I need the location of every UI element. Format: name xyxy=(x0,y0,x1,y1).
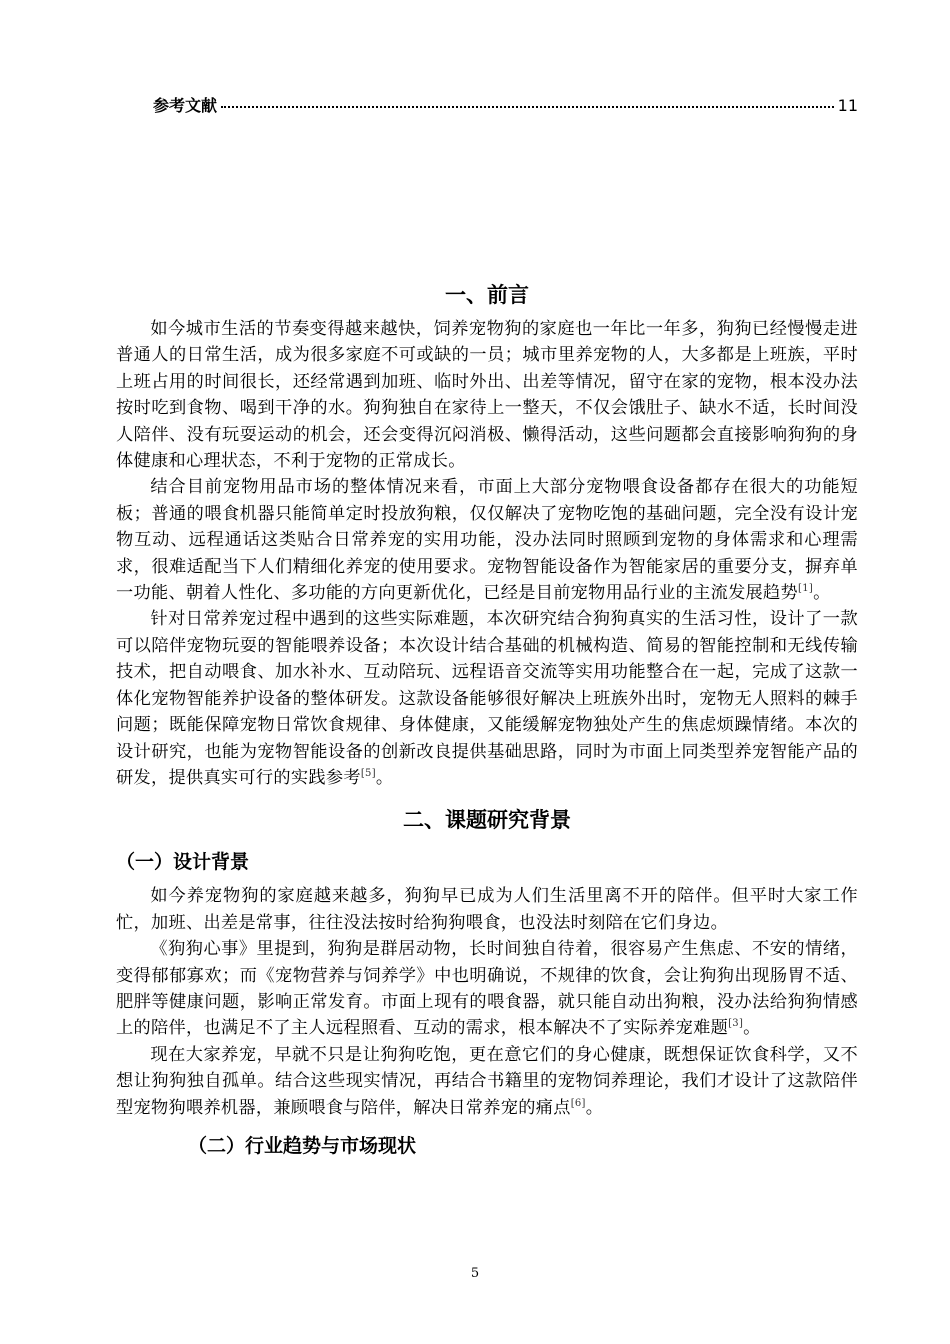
toc-entry-label: 参考文献 xyxy=(153,96,218,115)
citation-ref[interactable]: [1] xyxy=(798,583,814,595)
subsection-title-industry-trends: （二）行业趋势与市场现状 xyxy=(188,1134,417,1157)
subsection-title-design-background: （一）设计背景 xyxy=(116,851,250,874)
design-background-paragraph-3: 现在大家养宠，早就不只是让狗狗吃饱，更在意它们的身心健康，既想保证饮食科学，又不想让狗狗独自孤单。结合这些现实情况，再结合书籍里的宠物饲养理论，我们才设计了这款陪伴型宠物狗喂养机器，兼顾喂食与陪伴，解决日常养宠的痛点[6]。 xyxy=(116,1044,858,1118)
citation-ref[interactable]: [3] xyxy=(728,1018,744,1030)
preface-paragraph-2: 结合目前宠物用品市场的整体情况来看，市面上大部分宠物喂食设备都存在很大的功能短板；普通的喂食机器只能简单定时投放狗粮，仅仅解决了宠物吃饱的基础问题，完全没有设计宠物互动、远程通话这类贴合日常养宠的实用功能，没办法同时照顾到宠物的身体需求和心理需求，很难适配当下人们精细化养宠的使用要求。宠物智能设备作为智能家居的重要分支，摒弃单一功能、朝着人性化、多功能的方向更新优化，已经是目前宠物用品行业的主流发展趋势[1]。 xyxy=(116,477,858,604)
toc-dot-leader xyxy=(221,106,834,108)
design-background-paragraph-1: 如今养宠物狗的家庭越来越多，狗狗早已成为人们生活里离不开的陪伴。但平时大家工作忙，加班、出差是常事，往往没法按时给狗狗喂食，也没法时刻陪在它们身边。 xyxy=(116,886,858,933)
design-background-paragraph-2: 《狗狗心事》里提到，狗狗是群居动物，长时间独自待着，很容易产生焦虑、不安的情绪，变得郁郁寡欢；而《宠物营养与饲养学》中也明确说，不规律的饮食，会让狗狗出现肠胃不适、肥胖等健康问题，影响正常发育。市面上现有的喂食器，就只能自动出狗粮，没办法给狗狗情感上的陪伴，也满足不了主人远程照看、互动的需求，根本解决不了实际养宠难题[3]。 xyxy=(116,939,858,1039)
citation-ref[interactable]: [5] xyxy=(360,767,376,779)
section-title-background: 二、课题研究背景 xyxy=(403,808,571,833)
document-body xyxy=(116,280,858,1161)
section-title-preface: 一、前言 xyxy=(445,283,529,307)
toc-entry-page: 11 xyxy=(837,96,858,115)
citation-ref[interactable]: [6] xyxy=(570,1097,586,1109)
preface-paragraph-3: 针对日常养宠过程中遇到的这些实际难题，本次研究结合狗狗真实的生活习性，设计了一款可以陪伴宠物玩耍的智能喂养设备；本次设计结合基础的机械构造、简易的智能控制和无线传输技术，把自动喂食、加水补水、互动陪玩、远程语音交流等实用功能整合在一起，完成了这款一体化宠物智能养护设备的整体研发。这款设备能够很好解决上班族外出时，宠物无人照料的棘手问题；既能保障宠物日常饮食规律、身体健康，又能缓解宠物独处产生的焦虑烦躁情绪。本次的设计研究，也能为宠物智能设备的创新改良提供基础思路，同时为市面上同类型养宠智能产品的研发，提供真实可行的实践参考[5]。 xyxy=(116,609,858,788)
preface-paragraph-1: 如今城市生活的节奏变得越来越快，饲养宠物狗的家庭也一年比一年多，狗狗已经慢慢走进普通人的日常生活，成为很多家庭不可或缺的一员；城市里养宠物的人，大多都是上班族，平时上班占用的时间很长，还经常遇到加班、临时外出、出差等情况，留守在家的宠物，根本没办法按时吃到食物、喝到干净的水。狗狗独自在家待上一整天，不仅会饿肚子、缺水不适，长时间没人陪伴、没有玩耍运动的机会，还会变得沉闷消极、懒得活动，这些问题都会直接影响狗狗的身体健康和心理状态，不利于宠物的正常成长。 xyxy=(116,319,858,472)
page-number: 5 xyxy=(470,1266,480,1281)
toc-entry-references[interactable] xyxy=(153,93,858,116)
